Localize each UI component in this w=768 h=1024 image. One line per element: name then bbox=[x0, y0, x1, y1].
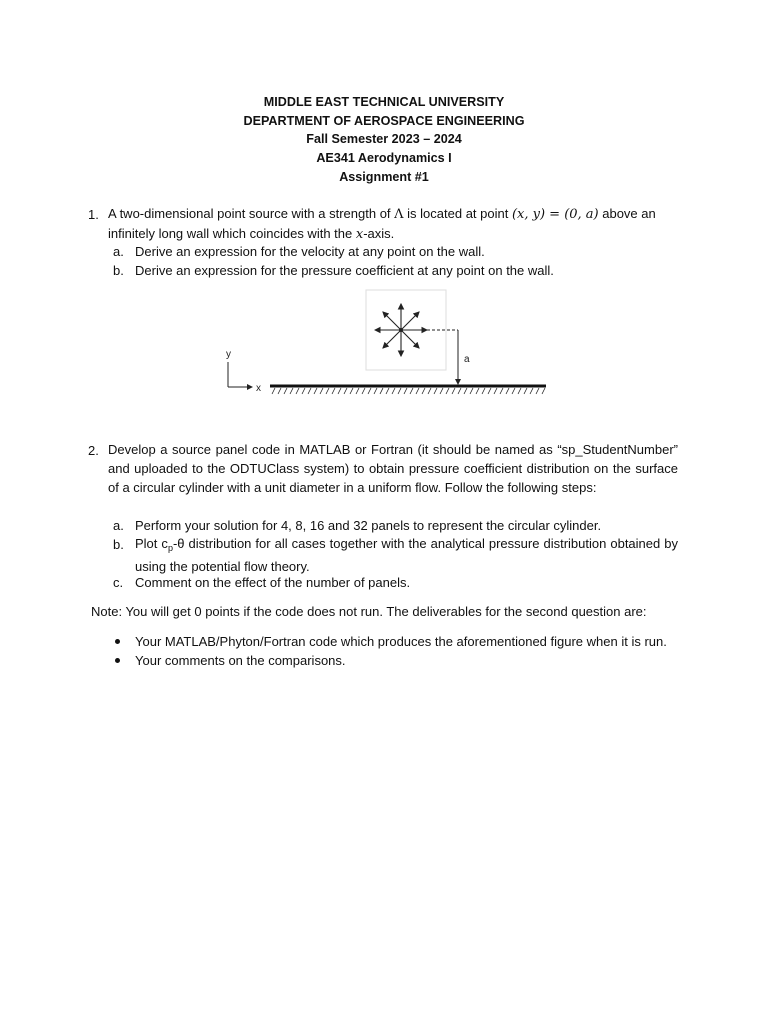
deliverable-item: Your comments on the comparisons. bbox=[135, 653, 346, 668]
hatch-mark bbox=[518, 388, 521, 394]
x-axis-symbol: x bbox=[355, 226, 364, 242]
hatch-mark bbox=[542, 388, 545, 394]
hatch-mark bbox=[464, 388, 467, 394]
hatch-mark bbox=[452, 388, 455, 394]
q2-item-a-text: Perform your solution for 4, 8, 16 and 32 panels to represent the circular cylinder. bbox=[135, 518, 602, 533]
hatch-mark bbox=[338, 388, 341, 394]
hatch-mark bbox=[272, 388, 275, 394]
hatch-mark bbox=[332, 388, 335, 394]
hatch-mark bbox=[296, 388, 299, 394]
hatch-mark bbox=[392, 388, 395, 394]
deliverable-item: Your MATLAB/Phyton/Fortran code which produces the aforementioned figure when it is run. bbox=[135, 634, 667, 649]
x-axis-label: x bbox=[256, 383, 261, 394]
hatch-mark bbox=[434, 388, 437, 394]
hatch-mark bbox=[320, 388, 323, 394]
hatch-mark bbox=[512, 388, 515, 394]
hatch-mark bbox=[398, 388, 401, 394]
hatch-mark bbox=[350, 388, 353, 394]
course-title: AE341 Aerodynamics I bbox=[316, 151, 452, 166]
hatch-mark bbox=[356, 388, 359, 394]
q1-text-part1: A two-dimensional point source with a strength of bbox=[108, 206, 395, 221]
bullet-dot bbox=[115, 639, 120, 644]
source-strength-symbol: Λ bbox=[394, 207, 404, 222]
height-label: a bbox=[464, 354, 470, 365]
hatch-mark bbox=[290, 388, 293, 394]
hatch-mark bbox=[314, 388, 317, 394]
university-name: MIDDLE EAST TECHNICAL UNIVERSITY bbox=[263, 95, 505, 109]
hatch-mark bbox=[494, 388, 497, 394]
question-1-number: 1. bbox=[88, 207, 99, 222]
hatch-mark bbox=[440, 388, 443, 394]
q1-item-a-marker: a. bbox=[113, 244, 124, 259]
hatch-mark bbox=[458, 388, 461, 394]
hatch-mark bbox=[284, 388, 287, 394]
hatch-mark bbox=[386, 388, 389, 394]
hatch-mark bbox=[410, 388, 413, 394]
hatch-mark bbox=[428, 388, 431, 394]
hatch-mark bbox=[278, 388, 281, 394]
hatch-mark bbox=[506, 388, 509, 394]
hatch-mark bbox=[416, 388, 419, 394]
q2-item-b-subscript: p bbox=[167, 543, 173, 553]
q1-item-a-text: Derive an expression for the velocity at any point on the wall. bbox=[135, 244, 485, 259]
hatch-mark bbox=[380, 388, 383, 394]
q1-line2-part1: infinitely long wall which coincides with the bbox=[108, 225, 356, 241]
q2-item-c-text: Comment on the effect of the number of panels. bbox=[135, 575, 411, 590]
hatch-mark bbox=[302, 388, 305, 394]
hatch-mark bbox=[530, 388, 533, 394]
q1-item-b-marker: b. bbox=[113, 263, 124, 278]
hatch-mark bbox=[362, 388, 365, 394]
q2-item-b-post: -θ distribution for all cases together with the analytical pressure distribution obtained by using the potential flow theory. bbox=[135, 536, 678, 574]
q2-item-b-pre: Plot c bbox=[135, 536, 168, 551]
hatch-mark bbox=[488, 388, 491, 394]
hatch-mark bbox=[368, 388, 371, 394]
y-axis-label: y bbox=[226, 349, 231, 360]
hatch-mark bbox=[500, 388, 503, 394]
question-2-number: 2. bbox=[88, 443, 99, 458]
q1-text-part2: is located at point bbox=[403, 206, 512, 221]
hatch-mark bbox=[404, 388, 407, 394]
q1-item-b-text: Derive an expression for the pressure coefficient at any point on the wall. bbox=[135, 263, 554, 278]
q2-item-b-marker: b. bbox=[113, 537, 124, 552]
hatch-mark bbox=[446, 388, 449, 394]
q1-line2-part2: -axis. bbox=[363, 225, 395, 241]
hatch-mark bbox=[524, 388, 527, 394]
point-source-figure bbox=[0, 0, 768, 420]
assignment-title: Assignment #1 bbox=[339, 169, 429, 184]
hatch-mark bbox=[476, 388, 479, 394]
hatch-mark bbox=[470, 388, 473, 394]
hatch-mark bbox=[536, 388, 539, 394]
source-point bbox=[399, 328, 403, 332]
q2-item-c-marker: c. bbox=[113, 575, 124, 590]
wall-hatching bbox=[272, 388, 545, 394]
hatch-mark bbox=[308, 388, 311, 394]
hatch-mark bbox=[326, 388, 329, 394]
bullet-dot bbox=[115, 658, 120, 663]
hatch-mark bbox=[482, 388, 485, 394]
point-expression: (x, y) = (0, a) bbox=[511, 207, 599, 222]
q2-item-b-text bbox=[135, 535, 678, 577]
hatch-mark bbox=[422, 388, 425, 394]
semester: Fall Semester 2023 – 2024 bbox=[306, 132, 462, 147]
q2-item-a-marker: a. bbox=[113, 518, 124, 533]
note-text: Note: You will get 0 points if the code does not run. The deliverables for the second question are: bbox=[91, 604, 647, 619]
department-name: DEPARTMENT OF AEROSPACE ENGINEERING bbox=[243, 113, 525, 128]
question-2-text: Develop a source panel code in MATLAB or Fortran (it should be named as “sp_StudentNumber” and uploaded to the ODTUClass system) to obtain pressure coefficient distribution on the surface of a circular cylinder with a unit diameter in a uniform flow. Follow the following steps: bbox=[108, 442, 678, 495]
hatch-mark bbox=[344, 388, 347, 394]
hatch-mark bbox=[374, 388, 377, 394]
q1-text-part3: above an bbox=[598, 206, 656, 221]
